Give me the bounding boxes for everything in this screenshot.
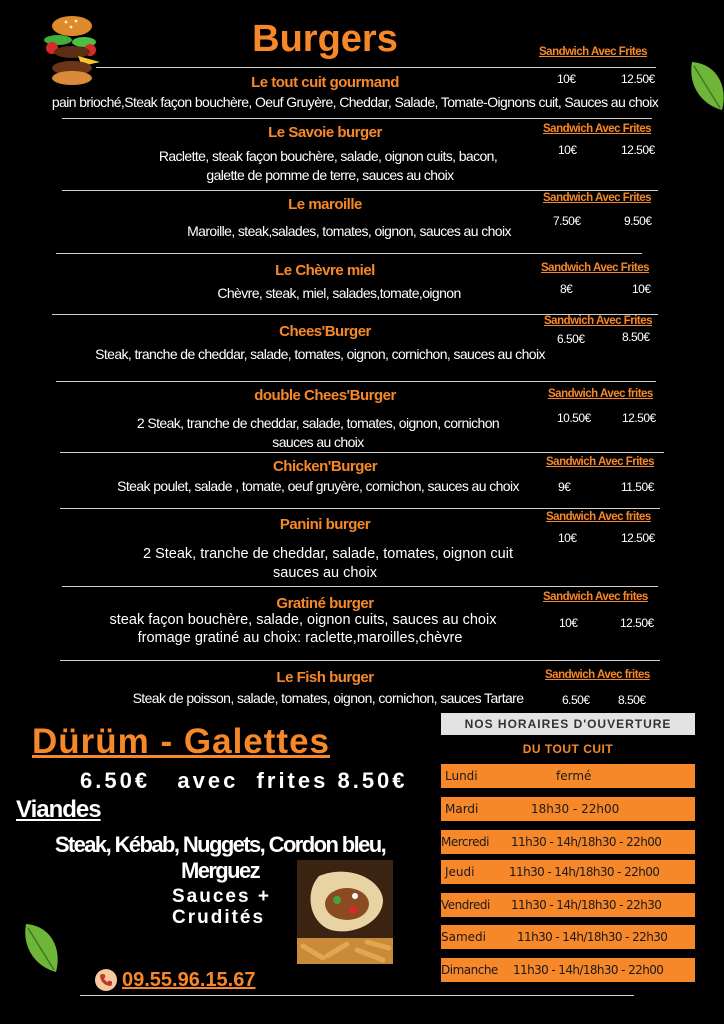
item-name: Le maroille [288, 196, 362, 213]
price-sandwich: 10€ [558, 143, 577, 157]
divider [60, 452, 664, 453]
item-name: Chees'Burger [279, 323, 371, 340]
column-header: Sandwich Avec frites [546, 511, 651, 523]
divider [60, 508, 660, 509]
hours-row [441, 764, 695, 788]
hours-time: 18h30 - 22h00 [531, 802, 620, 816]
phone-icon [94, 968, 118, 992]
price-frites: 12.50€ [621, 72, 655, 86]
hours-row [441, 860, 695, 884]
price-frites: 8.50€ [622, 330, 650, 344]
price-sandwich: 6.50€ [562, 693, 590, 707]
item-description: Steak, tranche de cheddar, salade, tomates, oignon, cornichon, sauces au choix [95, 346, 545, 362]
hours-day: Vendredi [441, 898, 490, 912]
item-name: Chicken'Burger [272, 458, 378, 475]
column-header: Sandwich Avec frites [543, 591, 648, 603]
item-name: Le Savoie burger [268, 124, 382, 141]
item-description: 2 Steak, tranche de cheddar, salade, tomates, oignon cuit [143, 546, 513, 562]
hours-row [441, 925, 695, 949]
phone-contact[interactable] [94, 968, 255, 992]
divider [56, 253, 642, 254]
hours-time: 11h30 - 14h/18h30 - 22h30 [517, 930, 668, 944]
price-sandwich: 10.50€ [557, 411, 591, 425]
hours-day: Jeudi [445, 865, 475, 879]
divider [62, 190, 658, 191]
leaf-icon [22, 920, 62, 978]
divider [80, 995, 634, 996]
hours-day: Dimanche [441, 963, 498, 977]
divider [62, 118, 652, 119]
hours-time: fermé [556, 769, 592, 783]
price-sandwich: 6.50€ [557, 332, 585, 346]
price-frites: 11.50€ [621, 480, 654, 494]
price-sandwich: 10€ [557, 72, 576, 86]
item-description: steak façon bouchère, salade, oignon cuits, sauces au choix [109, 612, 497, 628]
divider [96, 67, 656, 68]
column-header: Sandwich Avec Frites [543, 192, 652, 204]
item-description: Chèvre, steak, miel, salades,tomate,oignon [217, 285, 461, 301]
viandes-label: Viandes [16, 796, 101, 823]
price-frites: 12.50€ [621, 143, 655, 157]
durum-price: 6.50€ avec frites 8.50€ [80, 768, 408, 793]
meats-line: Merguez [180, 858, 260, 883]
item-name: Le tout cuit gourmand [251, 74, 399, 91]
hours-time: 11h30 - 14h/18h30 - 22h00 [513, 963, 664, 977]
column-header: Sandwich Avec Frites [546, 456, 655, 468]
price-frites: 10€ [632, 282, 651, 296]
price-frites: 12.50€ [622, 411, 656, 425]
durum-title: Dürüm - Galettes [32, 722, 330, 761]
price-frites: 12.50€ [621, 531, 655, 545]
item-description: galette de pomme de terre, sauces au choix [206, 167, 454, 183]
price-frites: 9.50€ [624, 214, 652, 228]
item-description: sauces au choix [273, 565, 377, 581]
price-sandwich: 7.50€ [553, 214, 581, 228]
column-header: Sandwich Avec Frites [543, 123, 652, 135]
divider [60, 660, 660, 661]
item-description: Steak poulet, salade , tomate, oeuf gruyère, cornichon, sauces au choix [117, 478, 519, 494]
hours-day: Mercredi [441, 835, 490, 849]
hours-title: NOS HORAIRES D'OUVERTURE [441, 713, 695, 735]
sauces-line: Crudités [172, 907, 266, 928]
item-description: sauces au choix [272, 434, 364, 450]
price-sandwich: 8€ [560, 282, 573, 296]
item-description: Steak de poisson, salade, tomates, oignon, cornichon, sauces Tartare [132, 690, 524, 706]
hours-row [441, 797, 695, 821]
hours-day: Lundi [445, 769, 478, 783]
price-sandwich: 10€ [558, 531, 577, 545]
hours-time: 11h30 - 14h/18h30 - 22h00 [511, 835, 662, 849]
phone-number[interactable]: 09.55.96.15.67 [122, 968, 256, 991]
hours-row [441, 830, 695, 854]
item-name: Le Fish burger [276, 669, 374, 686]
column-header: Sandwich Avec frites [545, 669, 650, 681]
price-frites: 8.50€ [618, 693, 646, 707]
hours-day: Mardi [445, 802, 479, 816]
hours-row [441, 958, 695, 982]
item-description: 2 Steak, tranche de cheddar, salade, tomates, oignon, cornichon [136, 415, 500, 431]
divider [62, 586, 658, 587]
column-header: Sandwich Avec Frites [541, 262, 650, 274]
column-header: Sandwich Avec frites [548, 388, 653, 400]
column-header: Sandwich Avec Frites [544, 315, 653, 327]
hours-day: Samedi [441, 930, 486, 944]
divider [56, 381, 656, 382]
hours-time: 11h30 - 14h/18h30 - 22h30 [511, 898, 662, 912]
item-name: Gratiné burger [276, 595, 374, 612]
item-description: Raclette, steak façon bouchère, salade, oignon cuits, bacon, [158, 148, 498, 164]
item-name: double Chees'Burger [254, 387, 396, 404]
meats-line: Steak, Kébab, Nuggets, Cordon bleu, [54, 832, 386, 857]
item-description: pain brioché,Steak façon bouchère, Oeuf Gruyère, Cheddar, Salade, Tomate-Oignons cuit, Sauces au choix [51, 94, 659, 110]
hours-time: 11h30 - 14h/18h30 - 22h00 [509, 865, 660, 879]
price-frites: 12.50€ [620, 616, 654, 630]
item-description: fromage gratiné au choix: raclette,maroilles,chèvre [137, 630, 463, 646]
page-title: Burgers [252, 18, 398, 60]
item-name: Panini burger [279, 516, 371, 533]
hours-subtitle: DU TOUT CUIT [522, 742, 614, 756]
item-name: Le Chèvre miel [275, 262, 375, 279]
durum-wrap-photo [297, 860, 393, 964]
price-sandwich: 10€ [559, 616, 578, 630]
item-description: Maroille, steak,salades, tomates, oignon, sauces au choix [187, 223, 511, 239]
hours-row [441, 893, 695, 917]
sauces-line: Sauces + [172, 886, 271, 907]
price-sandwich: 9€ [558, 480, 571, 494]
sauces-text [172, 886, 271, 928]
column-header: Sandwich Avec Frites [539, 46, 648, 58]
